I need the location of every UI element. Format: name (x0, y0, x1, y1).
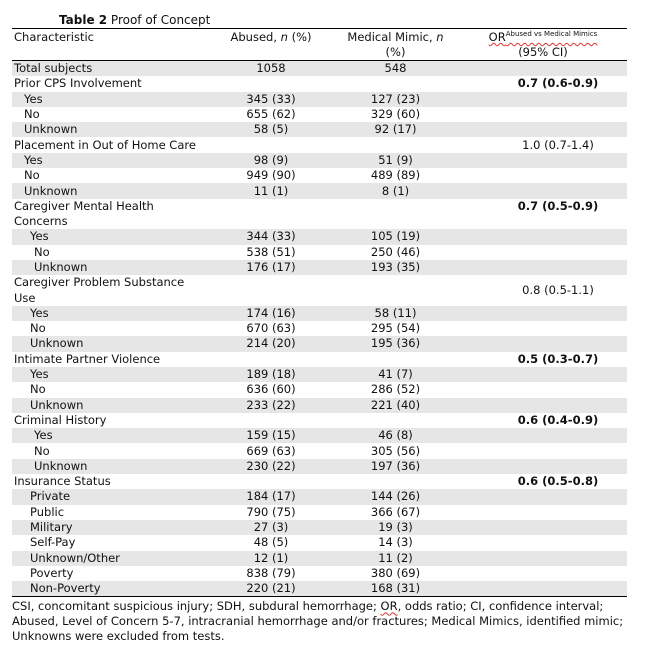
abused-cell: 949 (90) (246, 168, 296, 183)
mimic-cell: 489 (89) (370, 168, 421, 183)
table-row (12, 122, 627, 137)
mimic-cell (332, 76, 459, 91)
mimic-cell: 197 (36) (332, 459, 459, 474)
header-row (12, 29, 627, 61)
characteristic-cell: Unknown (12, 459, 210, 474)
abused-cell: 220 (21) (210, 581, 332, 597)
table-row (12, 168, 627, 183)
abused-cell (210, 137, 332, 152)
abused-cell: 655 (62) (246, 107, 296, 122)
characteristic-cell: Unknown (12, 336, 210, 351)
table-row (12, 520, 627, 535)
mimic-cell (332, 413, 459, 428)
table-row (12, 260, 627, 275)
characteristic-cell: Yes (12, 306, 210, 321)
table-body (12, 61, 627, 597)
odds-ratio-cell (459, 520, 627, 535)
mimic-cell (332, 275, 459, 290)
odds-ratio-cell (459, 245, 627, 260)
abused-cell: 58 (5) (210, 122, 332, 137)
odds-ratio-cell (459, 214, 627, 229)
odds-ratio-cell (459, 336, 627, 351)
header-medical-mimic: Medical Mimic, n (%) (347, 30, 444, 59)
abused-cell: 12 (1) (210, 551, 332, 566)
mimic-cell: 286 (52) (370, 382, 421, 397)
table-row (12, 183, 627, 198)
odds-ratio-cell (459, 122, 627, 137)
abused-cell: 48 (5) (253, 535, 289, 550)
table-row (12, 199, 627, 214)
odds-ratio-cell (459, 260, 627, 275)
mimic-cell (332, 474, 459, 489)
characteristic-cell: Insurance Status (14, 474, 111, 489)
abused-cell: 230 (22) (210, 459, 332, 474)
odds-ratio-cell: 0.7 (0.5-0.9) (517, 198, 599, 213)
characteristic-cell: Caregiver Problem Substance (14, 275, 185, 290)
characteristic-cell: Yes (12, 428, 210, 443)
odds-ratio-cell: 0.7 (0.6-0.9) (517, 76, 599, 91)
odds-ratio-cell (459, 306, 627, 321)
characteristic-cell: Poverty (30, 565, 74, 580)
characteristic-cell: Intimate Partner Violence (14, 351, 161, 366)
odds-ratio-cell (459, 535, 627, 550)
mimic-cell: 105 (19) (332, 229, 459, 244)
mimic-cell: 144 (26) (332, 489, 459, 504)
table-row (12, 566, 627, 581)
characteristic-cell: Yes (12, 229, 210, 244)
mimic-cell (332, 137, 459, 152)
table-row (12, 413, 627, 428)
abused-cell: 176 (17) (210, 260, 332, 275)
odds-ratio-cell (459, 551, 627, 566)
odds-ratio-cell (459, 398, 627, 413)
odds-ratio-cell: 0.5 (0.3-0.7) (517, 351, 599, 366)
odds-ratio-cell (459, 107, 627, 122)
table-row (12, 398, 627, 413)
abused-cell: 27 (3) (210, 520, 332, 535)
odds-ratio-cell: 0.6 (0.4-0.9) (517, 412, 599, 427)
characteristic-cell: Use (14, 290, 36, 305)
abused-cell: 233 (22) (210, 398, 332, 413)
mimic-cell: 19 (3) (332, 520, 459, 535)
table-row (12, 61, 627, 77)
table-row (12, 321, 627, 336)
odds-ratio-cell: 1.0 (0.7-1.4) (522, 137, 594, 152)
characteristic-cell: Public (30, 504, 65, 519)
table-row (12, 275, 627, 290)
characteristic-cell: No (24, 168, 40, 183)
header-odds-ratio: $OR^{Abused vs Medical Mimics}$ (95% CI) (488, 30, 598, 59)
odds-ratio-cell (459, 321, 627, 336)
table-caption: Proof of Concept (107, 13, 211, 27)
characteristic-cell: Unknown (12, 398, 210, 413)
header-abused: Abused, n (%) (230, 30, 312, 44)
odds-ratio-cell (459, 183, 627, 198)
characteristic-cell: No (30, 321, 46, 336)
table-row (12, 352, 627, 367)
mimic-cell: 8 (1) (332, 183, 459, 198)
abused-cell: 189 (18) (210, 367, 332, 382)
table-row (12, 107, 627, 122)
table-row (12, 443, 627, 458)
characteristic-cell: Military (12, 520, 210, 535)
abused-cell: 1058 (210, 61, 332, 77)
mimic-cell: 51 (9) (332, 153, 459, 168)
odds-ratio-cell (459, 566, 627, 581)
odds-ratio-cell (459, 428, 627, 443)
characteristic-cell: Unknown (12, 260, 210, 275)
abused-cell: 344 (33) (210, 229, 332, 244)
abused-cell: 838 (79) (246, 565, 296, 580)
table-row (12, 92, 627, 107)
abused-cell: 214 (20) (210, 336, 332, 351)
table-row (12, 229, 627, 244)
table-row (12, 474, 627, 489)
characteristic-cell: Total subjects (12, 61, 210, 77)
mimic-cell: 58 (11) (332, 306, 459, 321)
mimic-cell: 329 (60) (370, 107, 421, 122)
abused-cell: 538 (51) (246, 244, 296, 259)
table-row (12, 459, 627, 474)
odds-ratio-cell (459, 382, 627, 397)
odds-ratio-cell (459, 229, 627, 244)
abused-cell: 669 (63) (246, 443, 296, 458)
mimic-cell: 548 (332, 61, 459, 77)
abused-cell (210, 290, 332, 305)
abused-cell: 98 (9) (210, 153, 332, 168)
mimic-cell: 92 (17) (332, 122, 459, 137)
table-row (12, 428, 627, 443)
mimic-cell (332, 352, 459, 367)
odds-ratio-cell (459, 367, 627, 382)
table-row (12, 306, 627, 321)
mimic-cell: 221 (40) (332, 398, 459, 413)
table-row (12, 76, 627, 91)
table-row (12, 505, 627, 520)
abused-cell: 159 (15) (210, 428, 332, 443)
mimic-cell: 168 (31) (332, 581, 459, 597)
table-row (12, 336, 627, 351)
mimic-cell: 250 (46) (370, 244, 421, 259)
abused-cell: 636 (60) (246, 382, 296, 397)
odds-ratio-cell: 0.6 (0.5-0.8) (517, 474, 599, 489)
characteristic-cell: Unknown (12, 183, 210, 198)
odds-ratio-cell (459, 92, 627, 107)
table-row (12, 245, 627, 260)
table-row (12, 535, 627, 550)
characteristic-cell: Concerns (14, 214, 68, 229)
table-row (12, 551, 627, 566)
table-row (12, 137, 627, 152)
characteristic-cell: Non-Poverty (12, 581, 210, 597)
table-row (12, 581, 627, 597)
characteristic-cell: Yes (12, 153, 210, 168)
abused-cell: 345 (33) (210, 92, 332, 107)
mimic-cell: 127 (23) (332, 92, 459, 107)
odds-ratio-cell: 0.8 (0.5-1.1) (522, 282, 594, 297)
table-row (12, 367, 627, 382)
odds-ratio-cell (459, 153, 627, 168)
table-row (12, 489, 627, 504)
odds-ratio-cell (459, 581, 627, 597)
characteristic-cell: Unknown (12, 122, 210, 137)
abused-cell (210, 214, 332, 229)
mimic-cell: 366 (67) (370, 504, 421, 519)
characteristic-cell: Prior CPS Involvement (14, 76, 142, 91)
proof-of-concept-table (12, 28, 627, 597)
odds-ratio-cell (459, 505, 627, 520)
table-row (12, 153, 627, 168)
characteristic-cell: Unknown/Other (12, 551, 210, 566)
characteristic-cell: Yes (12, 92, 210, 107)
header-characteristic: Characteristic (14, 30, 94, 44)
abused-cell (210, 413, 332, 428)
table-row (12, 382, 627, 397)
odds-ratio-cell (459, 489, 627, 504)
mimic-cell: 193 (35) (332, 260, 459, 275)
characteristic-cell: No (34, 443, 50, 458)
characteristic-cell: Self-Pay (30, 535, 76, 550)
mimic-cell: 46 (8) (332, 428, 459, 443)
mimic-cell: 195 (36) (332, 336, 459, 351)
characteristic-cell: Caregiver Mental Health (14, 198, 154, 213)
table-number: Table 2 (59, 13, 108, 27)
characteristic-cell: Private (12, 489, 210, 504)
abused-cell (210, 76, 332, 91)
mimic-cell: 41 (7) (332, 367, 459, 382)
table-row (12, 214, 627, 229)
characteristic-cell: Yes (12, 367, 210, 382)
abused-cell: 670 (63) (246, 321, 296, 336)
mimic-cell: 380 (69) (370, 565, 421, 580)
mimic-cell (332, 199, 459, 214)
abused-cell (210, 199, 332, 214)
table-title (59, 12, 627, 28)
characteristic-cell: No (34, 244, 50, 259)
characteristic-cell: No (30, 382, 46, 397)
abused-cell: 184 (17) (210, 489, 332, 504)
odds-ratio-cell (459, 459, 627, 474)
abused-cell: 11 (1) (210, 183, 332, 198)
mimic-cell: 11 (2) (332, 551, 459, 566)
table-footnote: CSI, concomitant suspicious injury; SDH, subdural hemorrhage; OR, odds ratio; CI, confidence interval; Abused, Level of Concern 5-7, intracranial hemorrhage and/or fractures; Medical Mimics, identified mimic; Unknowns were excluded from tests. (12, 599, 624, 644)
odds-ratio-cell (459, 61, 627, 77)
mimic-cell (332, 290, 459, 305)
characteristic-cell: Placement in Out of Home Care (14, 137, 196, 152)
abused-cell (210, 474, 332, 489)
mimic-cell: 305 (56) (370, 443, 421, 458)
abused-cell (210, 352, 332, 367)
abused-cell: 174 (16) (210, 306, 332, 321)
odds-ratio-cell (459, 443, 627, 458)
characteristic-cell: Criminal History (14, 412, 107, 427)
mimic-cell: 14 (3) (378, 535, 413, 550)
table-container (12, 12, 627, 644)
mimic-cell: 295 (54) (370, 321, 421, 336)
abused-cell (210, 275, 332, 290)
odds-ratio-cell (459, 168, 627, 183)
abused-cell: 790 (75) (246, 504, 296, 519)
mimic-cell (332, 214, 459, 229)
characteristic-cell: No (24, 107, 40, 122)
